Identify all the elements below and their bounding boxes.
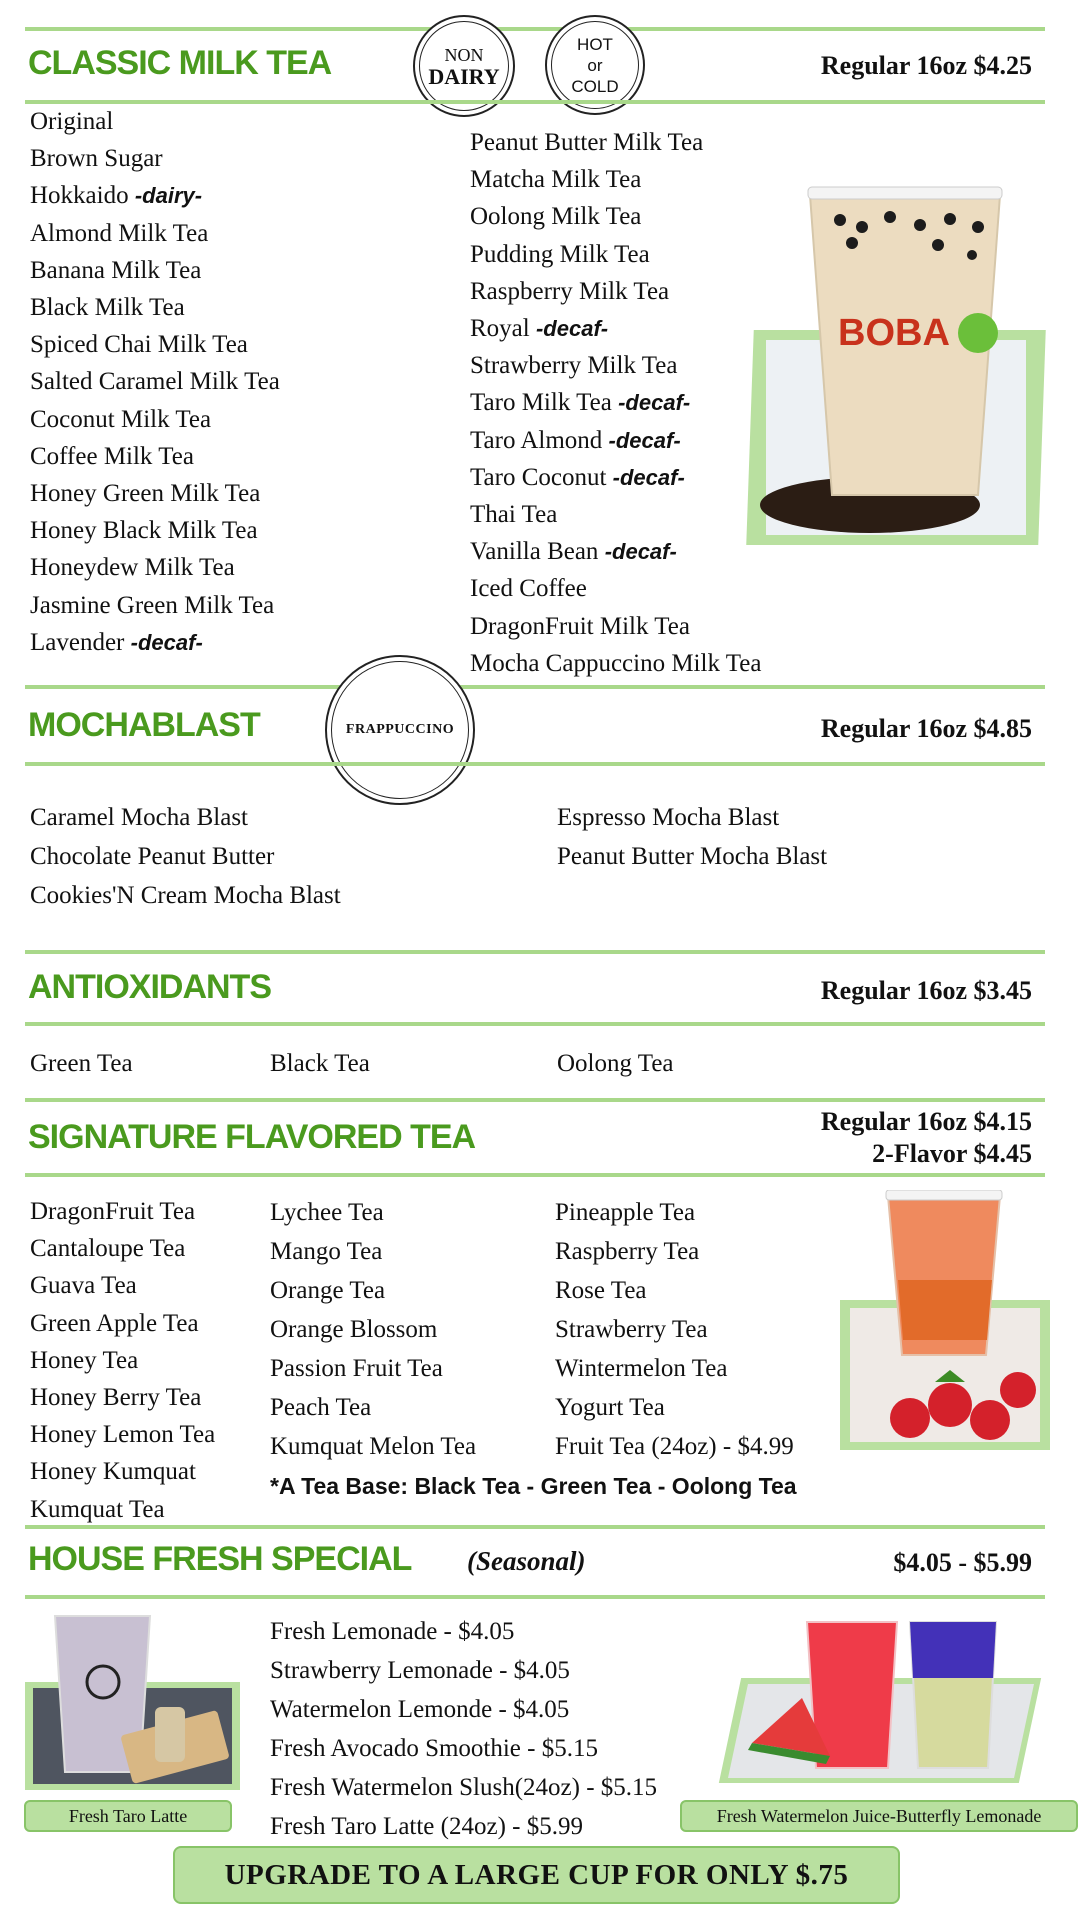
menu-item-name: Taro Milk Tea bbox=[470, 389, 612, 417]
menu-item-name: Original bbox=[30, 108, 114, 135]
menu-item: Kumquat Tea bbox=[30, 1495, 165, 1523]
menu-item: Rose Tea bbox=[555, 1277, 647, 1304]
menu-item: Strawberry Tea bbox=[555, 1316, 708, 1343]
menu-item-name: Thai Tea bbox=[470, 501, 558, 529]
menu-item-name: Coconut Milk Tea bbox=[30, 405, 212, 433]
antioxidant-item: Oolong Tea bbox=[557, 1050, 674, 1077]
hot-cold-badge-line1: HOT bbox=[577, 34, 613, 54]
menu-item-name: Taro Coconut bbox=[470, 463, 607, 491]
signature-col-1 bbox=[30, 1193, 215, 1528]
menu-item-note: -decaf- bbox=[618, 390, 691, 416]
menu-item: Fresh Taro Latte (24oz) - $5.99 bbox=[270, 1813, 583, 1840]
menu-item: Fresh Watermelon Slush(24oz) - $5.15 bbox=[270, 1774, 658, 1801]
menu-item bbox=[470, 161, 761, 198]
menu-item-name: Salted Caramel Milk Tea bbox=[30, 368, 280, 396]
house-title: HOUSE FRESH SPECIAL bbox=[28, 1540, 412, 1578]
antioxidant-item: Black Tea bbox=[270, 1050, 370, 1077]
menu-item-note: -decaf- bbox=[535, 316, 609, 342]
menu-item bbox=[470, 570, 761, 607]
hot-cold-badge-line3: COLD bbox=[571, 76, 619, 96]
menu-item-name: Jasmine Green Milk Tea bbox=[30, 591, 275, 619]
menu-item bbox=[470, 236, 761, 273]
menu-item-note: -decaf- bbox=[608, 427, 681, 453]
menu-item: Wintermelon Tea bbox=[555, 1355, 728, 1382]
menu-item bbox=[30, 475, 280, 512]
menu-item bbox=[470, 273, 761, 310]
menu-item-name: Iced Coffee bbox=[470, 575, 587, 603]
classic-right-list bbox=[470, 124, 761, 682]
menu-item bbox=[470, 496, 761, 533]
menu-item: Fruit Tea (24oz) - $4.99 bbox=[555, 1433, 794, 1460]
signature-top-rule bbox=[25, 1098, 1045, 1102]
classic-price: Regular 16oz $4.25 bbox=[820, 51, 1032, 80]
milk-tea-cup-icon bbox=[750, 165, 1042, 550]
classic-top-rule bbox=[25, 27, 1045, 31]
menu-item-name: Spiced Chai Milk Tea bbox=[30, 331, 248, 359]
mochablast-title: MOCHABLAST bbox=[28, 706, 260, 744]
signature-col-3 bbox=[555, 1193, 794, 1466]
menu-item-name: Lavender bbox=[30, 628, 125, 656]
menu-item-name: Taro Almond bbox=[470, 426, 603, 454]
menu-item bbox=[470, 198, 761, 235]
classic-title: CLASSIC MILK TEA bbox=[28, 44, 332, 82]
menu-item: Peach Tea bbox=[270, 1394, 372, 1421]
mochablast-left-list bbox=[30, 798, 341, 915]
upgrade-banner: UPGRADE TO A LARGE CUP FOR ONLY $.75 bbox=[173, 1846, 900, 1904]
nondairy-badge-top: NON bbox=[444, 45, 484, 65]
menu-item-name: Mocha Cappuccino Milk Tea bbox=[470, 649, 762, 677]
menu-item: Watermelon Lemonde - $4.05 bbox=[270, 1696, 570, 1723]
fruit-tea-photo bbox=[840, 1190, 1050, 1450]
menu-item: Raspberry Tea bbox=[555, 1238, 700, 1265]
menu-item-name: Almond Milk Tea bbox=[30, 219, 209, 247]
menu-item bbox=[30, 363, 280, 400]
fruit-tea-cup-icon bbox=[840, 1190, 1050, 1450]
frappuccino-badge bbox=[325, 655, 475, 805]
menu-item: Strawberry Lemonade - $4.05 bbox=[270, 1657, 570, 1684]
menu-item bbox=[30, 401, 280, 438]
menu-item bbox=[30, 252, 280, 289]
mochablast-price: Regular 16oz $4.85 bbox=[820, 714, 1032, 743]
menu-item-name: Coffee Milk Tea bbox=[30, 442, 194, 470]
watermelon-butterfly-photo bbox=[712, 1618, 1042, 1788]
house-seasonal-label: (Seasonal) bbox=[467, 1546, 586, 1576]
menu-item bbox=[30, 215, 280, 252]
menu-item: Honey Kumquat bbox=[30, 1458, 196, 1486]
menu-item: Passion Fruit Tea bbox=[270, 1355, 443, 1382]
menu-item: Chocolate Peanut Butter bbox=[30, 843, 275, 870]
menu-item-name: Vanilla Bean bbox=[470, 538, 599, 566]
menu-item-name: Hokkaido bbox=[30, 182, 129, 210]
menu-item-name: Pudding Milk Tea bbox=[470, 240, 650, 268]
menu-item bbox=[470, 124, 761, 161]
menu-item bbox=[470, 608, 761, 645]
menu-item: Honey Lemon Tea bbox=[30, 1421, 216, 1449]
menu-item bbox=[470, 347, 761, 384]
menu-item-note: -decaf- bbox=[130, 629, 203, 655]
boba-logo: BOBA bbox=[838, 312, 950, 354]
signature-price-line2: 2-Flavor $4.45 bbox=[872, 1139, 1032, 1168]
mochablast-top-rule bbox=[25, 685, 1045, 689]
menu-item: Caramel Mocha Blast bbox=[30, 804, 248, 831]
caption-watermelon-butterfly: Fresh Watermelon Juice-Butterfly Lemonade bbox=[680, 1800, 1078, 1832]
menu-item: Guava Tea bbox=[30, 1272, 137, 1300]
menu-item bbox=[30, 549, 280, 586]
menu-item-name: Honey Black Milk Tea bbox=[30, 517, 258, 545]
nondairy-badge-bottom: DAIRY bbox=[428, 64, 500, 89]
menu-item-name: Honey Green Milk Tea bbox=[30, 480, 261, 508]
taro-latte-cup-icon bbox=[25, 1612, 240, 1792]
antioxidants-title: ANTIOXIDANTS bbox=[28, 968, 271, 1006]
signature-title: SIGNATURE FLAVORED TEA bbox=[28, 1118, 476, 1156]
menu-item: Honey Berry Tea bbox=[30, 1384, 202, 1412]
mochablast-right-list bbox=[557, 798, 827, 876]
menu-item-name: Matcha Milk Tea bbox=[470, 166, 642, 194]
antioxidants-price: Regular 16oz $3.45 bbox=[820, 976, 1032, 1005]
house-price: $4.05 - $5.99 bbox=[893, 1548, 1032, 1577]
menu-item: Orange Blossom bbox=[270, 1316, 438, 1343]
menu-item-name: Oolong Milk Tea bbox=[470, 203, 642, 231]
menu-item bbox=[30, 289, 280, 326]
milk-tea-photo bbox=[750, 165, 1042, 550]
menu-item: Cantaloupe Tea bbox=[30, 1235, 186, 1263]
menu-item: Honey Tea bbox=[30, 1346, 139, 1374]
menu-item bbox=[30, 438, 280, 475]
menu-item bbox=[30, 103, 280, 140]
antioxidants-top-rule bbox=[25, 950, 1045, 954]
menu-item bbox=[470, 310, 761, 347]
menu-item bbox=[470, 645, 761, 682]
menu-item-name: Black Milk Tea bbox=[30, 294, 185, 322]
menu-item-note: -dairy- bbox=[134, 183, 203, 209]
menu-item-name: Raspberry Milk Tea bbox=[470, 277, 670, 305]
menu-item: Cookies'N Cream Mocha Blast bbox=[30, 882, 341, 909]
house-bottom-rule bbox=[25, 1595, 1045, 1599]
menu-item bbox=[30, 624, 280, 661]
caption-taro-latte: Fresh Taro Latte bbox=[24, 1800, 232, 1832]
menu-item bbox=[470, 384, 761, 421]
menu-item-name: Strawberry Milk Tea bbox=[470, 352, 678, 380]
hot-cold-badge-line2: or bbox=[587, 55, 603, 75]
menu-item bbox=[470, 533, 761, 570]
antioxidant-item: Green Tea bbox=[30, 1050, 133, 1077]
menu-item: Kumquat Melon Tea bbox=[270, 1433, 477, 1460]
menu-item bbox=[30, 587, 280, 624]
menu-item: Orange Tea bbox=[270, 1277, 386, 1304]
menu-item bbox=[30, 177, 280, 214]
menu-item-note: -decaf- bbox=[604, 539, 677, 565]
menu-item-name: Brown Sugar bbox=[30, 145, 163, 173]
menu-item-name: Royal bbox=[470, 315, 530, 343]
menu-item: Yogurt Tea bbox=[555, 1394, 665, 1421]
menu-item: Green Apple Tea bbox=[30, 1309, 199, 1337]
menu-item bbox=[30, 326, 280, 363]
menu-item-name: Honeydew Milk Tea bbox=[30, 554, 235, 582]
menu-item: DragonFruit Tea bbox=[30, 1198, 196, 1225]
menu-item bbox=[470, 459, 761, 496]
menu-item: Lychee Tea bbox=[270, 1199, 384, 1226]
menu-item bbox=[30, 512, 280, 549]
menu-item-name: Peanut Butter Milk Tea bbox=[470, 129, 704, 156]
menu-item bbox=[30, 140, 280, 177]
menu-item bbox=[470, 422, 761, 459]
signature-bottom-rule bbox=[25, 1173, 1045, 1177]
classic-left-list bbox=[30, 103, 280, 661]
frappuccino-badge-label: FRAPPUCCINO bbox=[345, 722, 455, 737]
menu-item: Espresso Mocha Blast bbox=[557, 804, 780, 831]
menu-item-note: -decaf- bbox=[612, 464, 685, 490]
house-items-list bbox=[270, 1612, 657, 1846]
menu-item: Fresh Lemonade - $4.05 bbox=[270, 1618, 515, 1645]
tea-base-note: *A Tea Base: Black Tea - Green Tea - Oolong Tea bbox=[270, 1473, 797, 1499]
menu-item: Fresh Avocado Smoothie - $5.15 bbox=[270, 1735, 598, 1762]
mochablast-bottom-rule bbox=[25, 762, 1045, 766]
menu-item: Pineapple Tea bbox=[555, 1199, 696, 1226]
menu-item: Mango Tea bbox=[270, 1238, 383, 1265]
menu-item-name: DragonFruit Milk Tea bbox=[470, 612, 690, 640]
menu-item-name: Banana Milk Tea bbox=[30, 256, 202, 284]
antioxidants-bottom-rule bbox=[25, 1022, 1045, 1026]
signature-price-line1: Regular 16oz $4.15 bbox=[820, 1107, 1032, 1136]
taro-latte-photo bbox=[25, 1612, 240, 1792]
house-top-rule bbox=[25, 1525, 1045, 1529]
signature-col-2 bbox=[270, 1193, 476, 1466]
menu-item: Peanut Butter Mocha Blast bbox=[557, 843, 828, 870]
juice-cups-icon bbox=[712, 1618, 1042, 1788]
